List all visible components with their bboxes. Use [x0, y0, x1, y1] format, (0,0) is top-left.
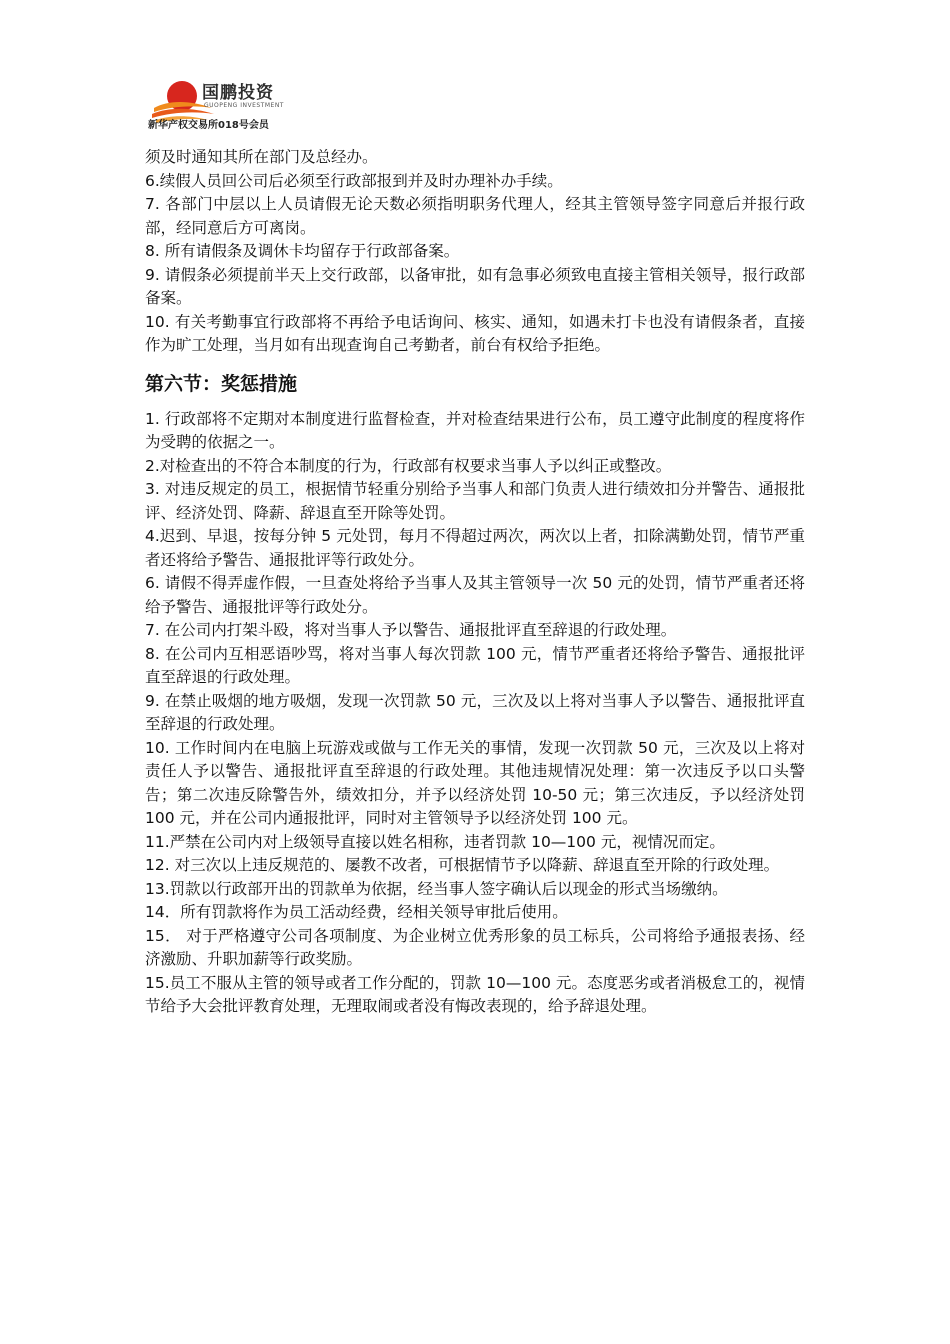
- paragraph: 6.续假人员回公司后必须至行政部报到并及时办理补办手续。: [145, 171, 563, 190]
- paragraph: 13.罚款以行政部开出的罚款单为依据，经当事人签字确认后以现金的形式当场缴纳。: [145, 879, 728, 898]
- paragraph: 7. 在公司内打架斗殴，将对当事人予以警告、通报批评直至辞退的行政处理。: [145, 621, 677, 639]
- paragraph: 3. 对违反规定的员工，根据情节轻重分别给予当事人和部门负责人进行绩效扣分并警告、通报批评、经济处罚、降薪、辞退直至开除等处罚。: [145, 480, 805, 522]
- logo-member-text: 新华产权交易所018号会员: [148, 120, 269, 131]
- paragraph: 15． 对于严格遵守公司各项制度、为企业树立优秀形象的员工标兵，公司将给予通报表扬、经济激励、升职加薪等行政奖励。: [145, 926, 805, 968]
- document-body: [145, 146, 805, 1019]
- paragraph: 9. 请假条必须提前半天上交行政部，以备审批，如有急事必须致电直接主管相关领导，报行政部备案。: [145, 265, 805, 307]
- paragraph: 8. 所有请假条及调休卡均留存于行政部备案。: [145, 242, 460, 260]
- logo-subtitle: GUOPENG INVESTMENT: [204, 102, 284, 109]
- paragraph: 15.员工不服从主管的领导或者工作分配的，罚款 10—100 元。态度恶劣或者消极怠工的，视情节给予大会批评教育处理，无理取闹或者没有悔改表现的，给予辞退处理。: [145, 973, 805, 1015]
- company-logo: [150, 72, 320, 134]
- paragraph: 12. 对三次以上违反规范的、屡教不改者，可根据情节予以降薪、辞退直至开除的行政处理。: [145, 856, 780, 874]
- paragraph: 11.严禁在公司内对上级领导直接以姓名相称，违者罚款 10—100 元，视情况而定。: [145, 832, 725, 851]
- paragraph: 6. 请假不得弄虚作假，一旦查处将给予当事人及其主管领导一次 50 元的处罚，情节严重者还将给予警告、通报批评等行政处分。: [145, 574, 805, 616]
- paragraph: 9. 在禁止吸烟的地方吸烟，发现一次罚款 50 元，三次及以上将对当事人予以警告、通报批评直至辞退的行政处理。: [145, 691, 805, 733]
- paragraph: 8. 在公司内互相恶语吵骂，将对当事人每次罚款 100 元，情节严重者还将给予警告、通报批评直至辞退的行政处理。: [145, 644, 805, 686]
- leave-rules-continued: [145, 146, 805, 358]
- paragraph: 4.迟到、早退，按每分钟 5 元处罚，每月不得超过两次，两次以上者，扣除满勤处罚，情节严重者还将给予警告、通报批评等行政处分。: [145, 527, 805, 569]
- paragraph: 10. 有关考勤事宜行政部将不再给予电话询问、核实、通知，如遇未打卡也没有请假条者，直接作为旷工处理，当月如有出现查询自己考勤者，前台有权给予拒绝。: [145, 312, 805, 354]
- paragraph: 14．所有罚款将作为员工活动经费，经相关领导审批后使用。: [145, 903, 568, 921]
- paragraph: 7. 各部门中层以上人员请假无论天数必须指明职务代理人，经其主管领导签字同意后并报行政部，经同意后方可离岗。: [145, 195, 805, 237]
- logo-title: 国鹏投资: [202, 83, 274, 103]
- paragraph: 须及时通知其所在部门及总经办。: [145, 148, 378, 166]
- section-heading: 第六节：奖惩措施: [145, 372, 298, 395]
- paragraph: 10. 工作时间内在电脑上玩游戏或做与工作无关的事情，发现一次罚款 50 元，三次及以上将对责任人予以警告、通报批评直至辞退的行政处理。其他违规情况处理：第一次违反予以口头警告；第二次违反除警告外，绩效扣分，并予以经济处罚 10-50 元；第三次违反，予以经济处罚 100 元，并在公司内通报批评，同时对主管领导予以经济处罚 100 元。: [145, 738, 805, 827]
- paragraph: 2.对检查出的不符合本制度的行为，行政部有权要求当事人予以纠正或整改。: [145, 456, 672, 475]
- paragraph: 1. 行政部将不定期对本制度进行监督检查，并对检查结果进行公布，员工遵守此制度的程度将作为受聘的依据之一。: [145, 409, 805, 451]
- rewards-penalties-list: [145, 408, 805, 1019]
